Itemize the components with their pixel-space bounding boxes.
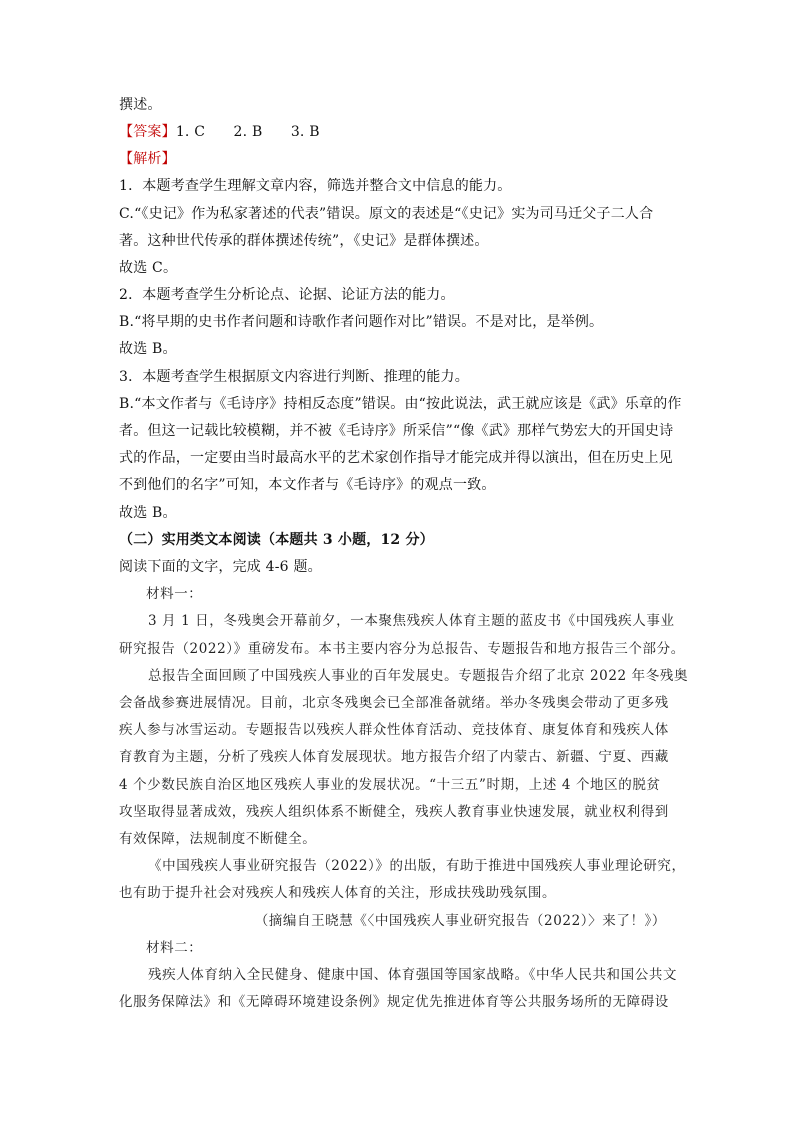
material-one-paragraph-line: 也有助于提升社会对残疾人和残疾人体育的关注，形成扶残助残氛围。 bbox=[119, 885, 557, 901]
q3-explanation-line: 者。但这一记载比较模糊，并不被《毛诗序》所采信”“像《武》那样气势宏大的开国史诗 bbox=[119, 423, 674, 439]
material-one-paragraph-line: 3 月 1 日，冬残奥会开幕前夕，一本聚焦残疾人体育主题的蓝皮书《中国残疾人事业 bbox=[148, 613, 675, 629]
q2-explanation-line: B.“将早期的史书作者问题和诗歌作者问题作对比”错误。不是对比，是举例。 bbox=[119, 314, 604, 330]
material-one-paragraph-line: 会备战参赛进展情况。目前，北京冬残奥会已全部准备就绪。举办冬残奥会带动了更多残 bbox=[119, 695, 669, 711]
q3-answer: 故选 B。 bbox=[119, 505, 177, 521]
analysis-label: 【解析】 bbox=[119, 151, 176, 167]
material-two-paragraph-line: 残疾人体育纳入全民健身、健康中国、体育强国等国家战略。《中华人民共和国公共文 bbox=[148, 967, 678, 983]
q1-title: 1．本题考查学生理解文章内容，筛选并整合文中信息的能力。 bbox=[119, 178, 512, 194]
reading-instruction: 阅读下面的文字，完成 4-6 题。 bbox=[119, 559, 322, 575]
previous-text-tail: 撰述。 bbox=[119, 97, 162, 113]
material-one-label: 材料一： bbox=[146, 586, 203, 602]
material-one-paragraph-line: 4 个少数民族自治区地区残疾人事业的发展状况。“十三五”时期，上述 4 个地区的脱贫 bbox=[119, 777, 661, 793]
q2-title: 2．本题考查学生分析论点、论据、论证方法的能力。 bbox=[119, 287, 455, 303]
material-one-paragraph-line: 有效保障，法规制度不断健全。 bbox=[119, 831, 317, 847]
answer-label: 【答案】 bbox=[119, 124, 176, 140]
material-two-label: 材料二： bbox=[146, 940, 203, 956]
q1-answer: 故选 C。 bbox=[119, 260, 178, 276]
material-one-paragraph-line: 研究报告（2022）》重磅发布。本书主要内容分为总报告、专题报告和地方报告三个部分。 bbox=[119, 641, 685, 657]
answer-line bbox=[119, 123, 320, 141]
section-heading: （二）实用类文本阅读（本题共 3 小题，12 分） bbox=[119, 532, 434, 548]
q3-explanation-line: 式的作品，一定要由当时最高水平的艺术家创作指导才能完成并得以演出，但在历史上见 bbox=[119, 450, 673, 466]
q1-explanation-line: C.“《史记》作为私家著述的代表”错误。原文的表述是“《史记》实为司马迁父子二人合 bbox=[119, 206, 654, 222]
q2-answer: 故选 B。 bbox=[119, 341, 177, 357]
answer-text: 1. C 2. B 3. B bbox=[175, 124, 320, 140]
q3-explanation-line: B.“本文作者与《毛诗序》持相反态度”错误。由“按此说法，武王就应该是《武》乐章的作 bbox=[119, 396, 682, 412]
q1-explanation-line: 著。这种世代传承的群体撰述传统”，《史记》是群体撰述。 bbox=[119, 233, 489, 249]
material-one-paragraph-line: 《中国残疾人事业研究报告（2022）》的出版，有助于推进中国残疾人事业理论研究， bbox=[148, 858, 686, 874]
material-one-paragraph-line: 疾人参与冰雪运动。专题报告以残疾人群众性体育活动、竞技体育、康复体育和残疾人体 bbox=[119, 722, 669, 738]
material-one-paragraph-line: 攻坚取得显著成效，残疾人组织体系不断健全，残疾人教育事业快速发展，就业权利得到 bbox=[119, 804, 669, 820]
material-one-paragraph-line: 育教育为主题，分析了残疾人体育发展现状。地方报告介绍了内蒙古、新疆、宁夏、西藏 bbox=[119, 749, 669, 765]
material-one-paragraph-line: 总报告全面回顾了中国残疾人事业的百年发展史。专题报告介绍了北京 2022 年冬残奥 bbox=[148, 668, 689, 684]
q3-explanation-line: 不到他们的名字”可知，本文作者与《毛诗序》的观点一致。 bbox=[119, 477, 496, 493]
q3-title: 3．本题考查学生根据原文内容进行判断、推理的能力。 bbox=[119, 369, 469, 385]
material-two-paragraph-line: 化服务保障法》和《无障碍环境建设条例》规定优先推进体育等公共服务场所的无障碍设 bbox=[119, 994, 669, 1010]
material-one-source: （摘编自王晓慧《〈中国残疾人事业研究报告（2022）〉来了！》） bbox=[254, 913, 666, 929]
